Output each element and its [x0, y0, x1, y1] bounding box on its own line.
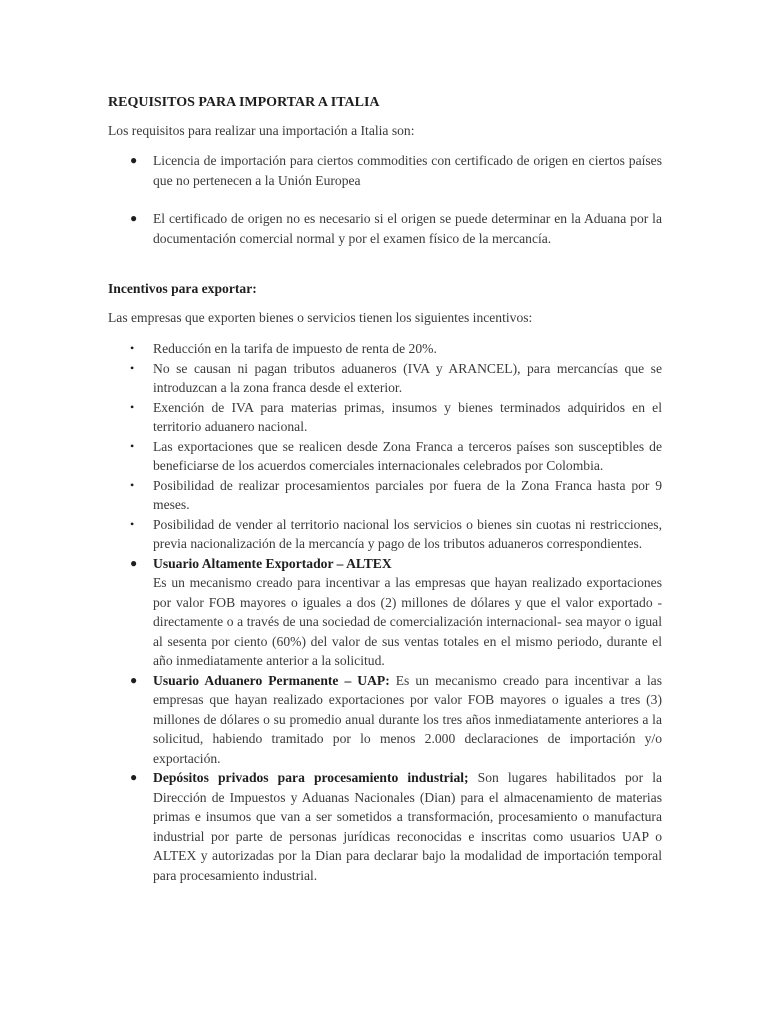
list-item: • Las exportaciones que se realicen desde Zona Franca a terceros países son susceptibles de beneficiarse de los acuerdos comerciales internacionales celebrados por Colombia. [130, 438, 662, 473]
list-item: • Reducción en la tarifa de impuesto de renta de 20%. [108, 339, 662, 359]
bullet-icon: • [130, 516, 135, 531]
bullet-icon: • [130, 399, 135, 414]
uap-body: Es un mecanismo creado para incentivar a las empresas que hayan realizado exportaciones por valor FOB mayores o iguales a tres (3) millones de dólares o su promedio anual durante los tres años inmediatamente anteriores a la solicitud, habiendo tramitado por lo menos 2.000 declaraciones de importación y/o exportación. [153, 672, 662, 766]
bullet-icon: ● [130, 770, 138, 784]
altex-heading: Usuario Altamente Exportador – ALTEX [153, 555, 392, 571]
list-item: • Posibilidad de realizar procesamientos parciales por fuera de la Zona Franca hasta por 9 meses. [130, 477, 662, 512]
bullet-icon: • [130, 360, 135, 375]
depositos-heading: Depósitos privados para procesamiento industrial; [153, 770, 469, 785]
altex-body: Es un mecanismo creado para incentivar a las empresas que hayan realizado exportaciones por valor FOB mayores o iguales a dos (2) millones de dólares y que el valor exportado -directamente o a través de una sociedad de comercialización internacional- sea mayor o igual al sesenta por ciento (60%) del valor de sus ventas totales en el mismo periodo, durante el año inmediatamente anterior a la solicitud. [153, 575, 662, 668]
uap-heading: Usuario Aduanero Permanente – UAP: [153, 672, 390, 688]
incentives-heading: Incentivos para exportar: [108, 281, 257, 296]
list-item-altex [108, 554, 662, 671]
incentives-list [108, 339, 662, 885]
bullet-icon: ● [130, 153, 138, 167]
list-item-depositos [108, 768, 662, 885]
bullet-icon: • [130, 477, 135, 492]
list-item: ● Licencia de importación para ciertos commodities con certificado de origen en ciertos países que no pertenecen a la Unión Europea [130, 153, 662, 188]
bullet-icon: ● [130, 211, 138, 225]
requirements-list [108, 151, 662, 248]
bullet-icon: ● [130, 672, 138, 687]
list-item: ● El certificado de origen no es necesario si el origen se puede determinar en la Aduana por la documentación comercial normal y por el examen físico de la mercancía. [130, 211, 662, 246]
list-item: • Exención de IVA para materias primas, insumos y bienes terminados adquiridos en el territorio aduanero nacional. [130, 399, 662, 434]
document-title: REQUISITOS PARA IMPORTAR A ITALIA [108, 95, 380, 110]
list-item-uap [108, 671, 662, 769]
depositos-body: Son lugares habilitados por la Dirección de Impuestos y Aduanas Nacionales (Dian) para el almacenamiento de materias primas e insumos que van a ser sometidos a transformación, procesamiento o manufactura industrial por parte de personas jurídicas reconocidas e inscritas como usuarios UAP o ALTEX y autorizadas por la Dian para declarar bajo la modalidad de importación temporal para procesamiento industrial. [153, 770, 663, 883]
bullet-icon: • [130, 438, 135, 453]
bullet-icon: • [130, 341, 135, 355]
list-item: • No se causan ni pagan tributos aduaneros (IVA y ARANCEL), para mercancías que se introduzcan a la zona franca desde el exterior. [130, 360, 662, 395]
list-item: • Posibilidad de vender al territorio nacional los servicios o bienes sin cuotas ni restricciones, previa nacionalización de la mercancía y pago de los tributos aduaneros correspondientes. [130, 516, 662, 551]
bullet-icon: ● [130, 555, 138, 570]
intro-paragraph: Los requisitos para realizar una importación a Italia son: [108, 123, 415, 138]
incentives-intro: Las empresas que exporten bienes o servicios tienen los siguientes incentivos: [108, 310, 533, 325]
